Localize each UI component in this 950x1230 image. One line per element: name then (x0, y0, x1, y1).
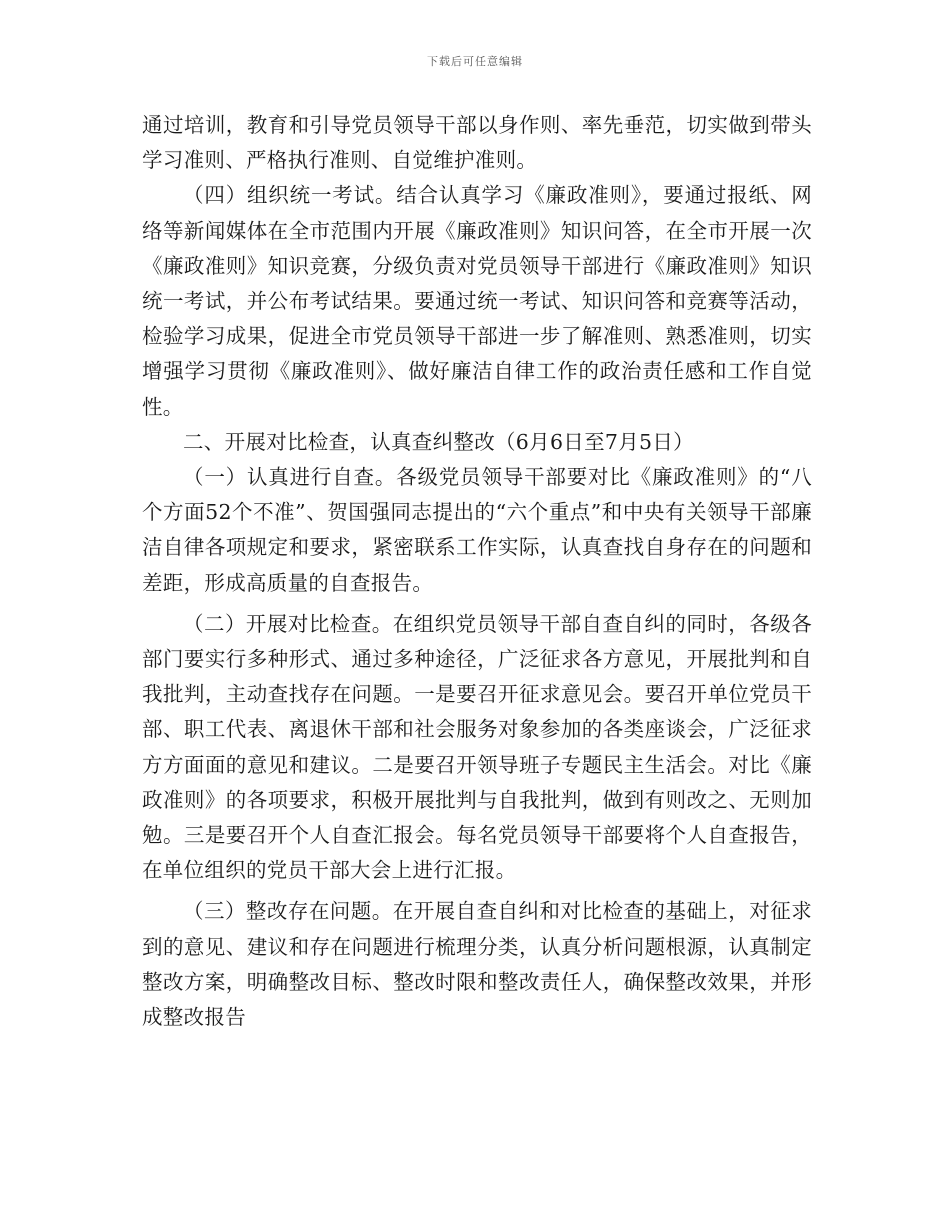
document-body (142, 108, 812, 1035)
paragraph-section-four: （四）组织统一考试。结合认真学习《廉政准则》，要通过报纸、网络等新闻媒体在全市范围内开展《廉政准则》知识问答，在全市开展一次《廉政准则》知识竞赛，分级负责对党员领导干部进行《廉政准则》知识统一考试，并公布考试结果。要通过统一考试、知识问答和竞赛等活动，检验学习成果，促进全市党员领导干部进一步了解准则、熟悉准则，切实增强学习贯彻《廉政准则》、做好廉洁自律工作的政治责任感和工作自觉性。 (142, 183, 812, 419)
paragraph-comparison-check: （二）开展对比检查。在组织党员领导干部自查自纠的同时，各级各部门要实行多种形式、通过多种途径，广泛征求各方意见，开展批判和自我批判，主动查找存在问题。一是要召开征求意见会。要召开单位党员干部、职工代表、离退休干部和社会服务对象参加的各类座谈会，广泛征求方方面面的意见和建议。二是要召开领导班子专题民主生活会。对比《廉政准则》的各项要求，积极开展批判与自我批判，做到有则改之、无则加勉。三是要召开个人自查汇报会。每名党员领导干部要将个人自查报告，在单位组织的党员干部大会上进行汇报。 (142, 611, 812, 883)
paragraph-rectification: （三）整改存在问题。在开展自查自纠和对比检查的基础上，对征求到的意见、建议和存在问题进行梳理分类，认真分析问题根源，认真制定整改方案，明确整改目标、整改时限和整改责任人，确保整改效果，并形成整改报告 (142, 899, 812, 1030)
page-header: 下载后可任意编辑 (427, 55, 523, 68)
paragraph-self-check: （一）认真进行自查。各级党员领导干部要对比《廉政准则》的“八个方面52个不准”、贺国强同志提出的“六个重点”和中央有关领导干部廉洁自律各项规定和要求，紧密联系工作实际，认真查找自身存在的问题和差距，形成高质量的自查报告。 (142, 465, 812, 595)
section-heading-two: 二、开展对比检查，认真查纠整改（6月6日至7月5日） (183, 429, 694, 454)
paragraph-intro: 通过培训，教育和引导党员领导干部以身作则、率先垂范，切实做到带头学习准则、严格执行准则、自觉维护准则。 (142, 113, 812, 173)
